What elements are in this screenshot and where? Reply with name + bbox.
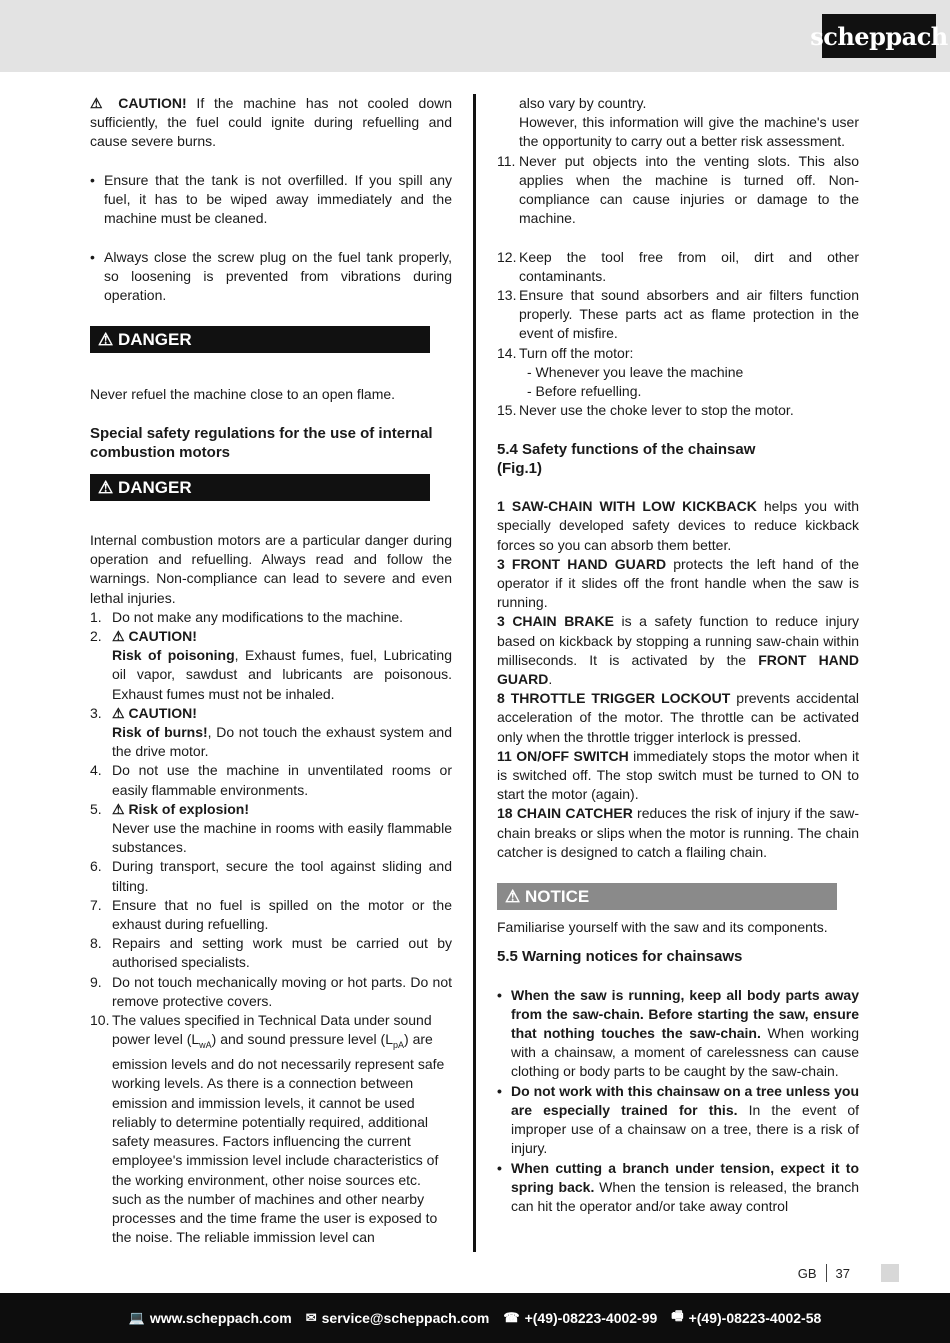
- page-number: 37: [835, 1265, 850, 1281]
- list-item: 7. Ensure that no fuel is spilled on the motor or the exhaust during refuelling.: [90, 896, 452, 933]
- list-item: 10. The values specified in Technical Data under sound power level $(L_{wA})$ and sound pressure level $(L_{pA})$ are emission levels and do not necessarily represent safe working levels. As there is a connection between emission and immission levels, it cannot be used reliably to determine potentially required, additional safety measures. Factors influencing the current employee's immission level include characteristics of the working environment, other noise sources etc. such as the number of machines and other nearby processes and the time frame the user is exposed to the noise. The reliable immission level can: [90, 1012, 445, 1246]
- list-item: 13. Ensure that sound absorbers and air filters function properly. These parts act as flame protection in the event of misfire.: [497, 287, 859, 342]
- warning-bullet: • Do not work with this chainsaw on a tree unless you are especially trained for this. In the event of improper use of a chainsaw on a tree, there is a risk of injury.: [497, 1082, 859, 1159]
- list-item: 3. ⚠ CAUTION! Risk of burns!, Do not touch the exhaust system and the drive motor.: [90, 704, 452, 760]
- caution-label: ⚠ CAUTION!: [90, 95, 187, 111]
- notice-banner: ⚠ NOTICE: [497, 883, 837, 910]
- list-item: 1. Do not make any modifications to the machine.: [90, 608, 404, 625]
- column-divider: [473, 94, 476, 1252]
- left-column: [90, 94, 452, 1247]
- feature-paragraph: 18 CHAIN CATCHER reduces the risk of injury if the saw-chain breaks or slips when the motor is running. The chain catcher is designed to catch a flailing chain.: [497, 805, 859, 860]
- list-item: 8. Repairs and setting work must be carried out by authorised specialists.: [90, 935, 452, 971]
- page-marker: [881, 1264, 899, 1282]
- never-refuel-text: Never refuel the machine close to an open flame.: [90, 386, 396, 403]
- language-code: GB: [797, 1265, 817, 1281]
- caution-text: If the machine has not cooled down sufficiently, the fuel could ignite during refuelling and cause severe burns.: [90, 95, 452, 150]
- continued-text-2: However, this information will give the machine's user the opportunity to carry out a better risk assessment.: [519, 114, 859, 150]
- computer-icon: 💻: [128, 1310, 145, 1325]
- feature-paragraph: 3 CHAIN BRAKE is a safety function to reduce injury based on kickback by stopping a running saw-chain within milliseconds. It is activated by the FRONT HAND GUARD.: [497, 613, 860, 688]
- list-item: 4. Do not use the machine in unventilated rooms or easily flammable environments.: [90, 762, 452, 798]
- list-item: 11. Never put objects into the venting slots. This also applies when the machine is turned off. Non-compliance can cause injuries or damage to the machine.: [497, 152, 859, 227]
- list-item: 12. Keep the tool free from oil, dirt and other contaminants.: [497, 248, 859, 284]
- danger-banner: ⚠ DANGER: [90, 326, 430, 353]
- caution-paragraph: [90, 94, 452, 152]
- footer-bar: [0, 1293, 950, 1343]
- feature-paragraph: 8 THROTTLE TRIGGER LOCKOUT prevents accidental acceleration of the motor. The throttle can be activated only when the throttle trigger interlock is pressed.: [497, 690, 859, 745]
- section-5-4-heading: 5.4 Safety functions of the chainsaw (Fig.1): [497, 440, 756, 477]
- danger-banner-2: ⚠ DANGER: [90, 474, 430, 501]
- list-item: 2. ⚠ CAUTION! Risk of poisoning, Exhaust fumes, fuel, Lubricating oil vapor, sawdust and lubricants are poisonous. Exhaust fumes must not be inhaled.: [90, 628, 452, 702]
- familiarise-text: Familiarise yourself with the saw and its components.: [497, 919, 828, 936]
- footer-web[interactable]: 💻 www.scheppach.com: [128, 1310, 292, 1326]
- feature-paragraph: 11 ON/OFF SWITCH immediately stops the motor when it is switched off. The stop switch must be turned to ON to start the motor (again).: [497, 747, 859, 803]
- list-item: 6. During transport, secure the tool against sliding and tilting.: [90, 858, 452, 894]
- envelope-icon: ✉: [305, 1310, 317, 1325]
- list-item: 15. Never use the choke lever to stop the motor.: [497, 402, 794, 419]
- list-item: 9. Do not touch mechanically moving or hot parts. Do not remove protective covers.: [90, 973, 452, 1009]
- bullet-screw-plug: • Always close the screw plug on the fuel tank properly, so loosening is prevented from vibrations during operation.: [90, 248, 452, 306]
- footer-email[interactable]: ✉ service@scheppach.com: [305, 1310, 490, 1326]
- list-item: 14. Turn off the motor: - Whenever you leave the machine - Before refuelling.: [497, 344, 744, 400]
- warning-bullet: • When the saw is running, keep all body parts away from the saw-chain. Before starting the saw, ensure that nothing touches the saw-chain. When working with a chainsaw, a moment of carelessness can cause clothing or body parts to be caught by the saw-chain.: [497, 986, 859, 1082]
- header-bar: [0, 0, 950, 72]
- footer-fax[interactable]: 🖷 +(49)-08223-4002-58: [671, 1307, 821, 1329]
- brand-name: scheppach: [810, 21, 948, 51]
- warning-bullet: • When cutting a branch under tension, expect it to spring back. When the tension is released, the branch can hit the operator and/or take away control: [497, 1159, 859, 1217]
- list-item: 5. ⚠ Risk of explosion! Never use the machine in rooms with easily flammable substances.: [90, 800, 452, 856]
- intro-text: Internal combustion motors are a particular danger during operation and refuelling. Always read and follow the warnings. Non-compliance can lead to severe and even lethal injuries.: [90, 532, 452, 606]
- feature-paragraph: 1 SAW-CHAIN WITH LOW KICKBACK helps you with specially developed safety devices to reduce kickback forces so you can absorb them better.: [497, 498, 860, 553]
- fax-icon: 🖷: [671, 1308, 684, 1323]
- feature-paragraph: 3 FRONT HAND GUARD protects the left hand of the operator if it slides off the front handle when the saw is running.: [497, 555, 859, 611]
- brand-logo: [810, 14, 948, 58]
- phone-icon: ☎: [503, 1310, 520, 1325]
- right-column: [497, 94, 859, 1216]
- footer-phone[interactable]: ☎ +(49)-08223-4002-99: [503, 1310, 658, 1326]
- continued-text: also vary by country.: [519, 95, 647, 111]
- bullet-overfill: • Ensure that the tank is not overfilled. If you spill any fuel, it has to be wiped away immediately and the machine must be cleaned.: [90, 171, 452, 229]
- page-number-area: [798, 1264, 850, 1282]
- special-regulations-heading: Special safety regulations for the use of internal combustion motors: [90, 424, 433, 461]
- section-5-5-heading: 5.5 Warning notices for chainsaws: [497, 948, 743, 966]
